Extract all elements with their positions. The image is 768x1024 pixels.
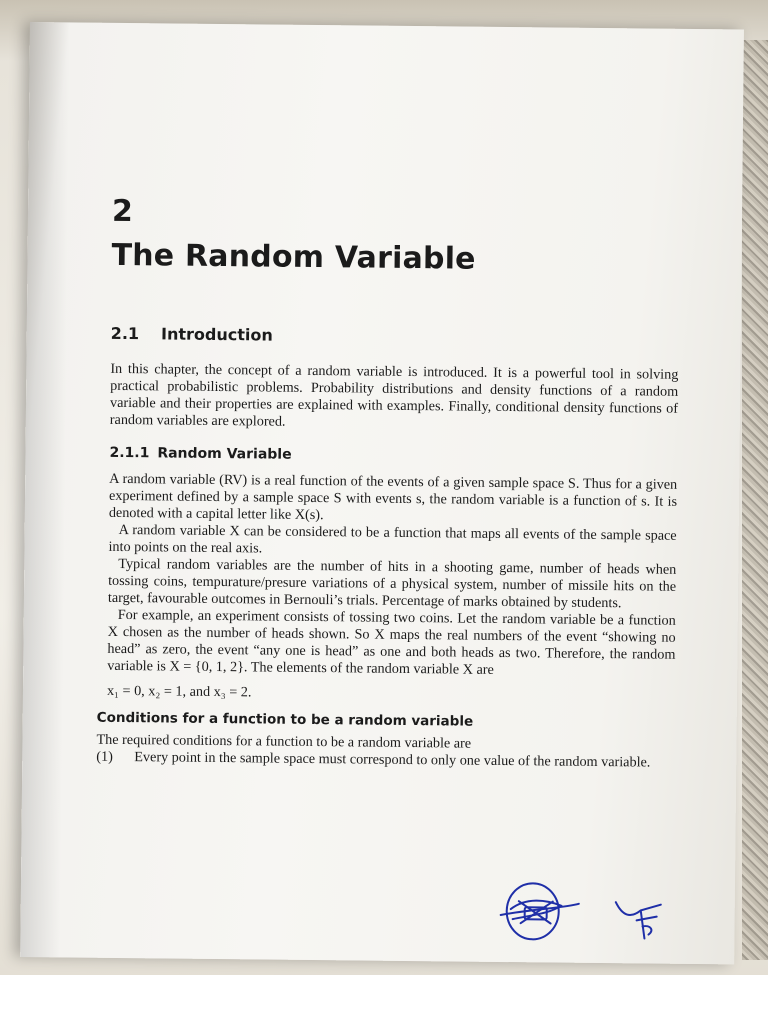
handwritten-signature	[490, 879, 681, 951]
condition-text: Every point in the sample space must correspond to only one value of the random variable.	[134, 749, 651, 771]
section-number: 2.1	[110, 323, 140, 344]
fabric-edge	[742, 40, 768, 960]
rv-mapping-paragraph: A random variable X can be considered to be a function that maps all events of the sample space into points on the real axis.	[108, 521, 677, 557]
page-fold-shadow	[20, 22, 70, 957]
bottom-margin	[0, 975, 768, 1024]
signature-stroke	[615, 902, 660, 938]
subsection-title: Random Variable	[157, 445, 292, 463]
subsection-heading	[109, 445, 677, 467]
condition-number: (1)	[96, 748, 113, 765]
rv-elements-line: x₁ = 0, x₂ = 1, and x₃ = 2.	[106, 682, 252, 701]
page-content	[96, 193, 680, 772]
conditions-heading: Conditions for a function to be a random variable	[96, 709, 474, 730]
conditions-intro: The required conditions for a function to be a random variable are	[96, 731, 472, 752]
chapter-number: 2	[111, 193, 134, 230]
rv-examples-paragraph: Typical random variables are the number of hits in a shooting game, number of heads when tossing coins, tempurature/presure variations of a physical system, number of missile hits on the target, favourable outcomes in Bernouli’s trials. Percentage of marks obtained by students.	[107, 555, 677, 612]
section-heading	[111, 324, 679, 349]
chapter-title: The Random Variable	[111, 237, 476, 277]
section-title: Introduction	[160, 324, 273, 345]
book-page	[20, 22, 744, 964]
intro-paragraph: In this chapter, the concept of a random variable is introduced. It is a powerful tool in solving practical probabilistic problems. Probability distributions and density functions of a random variable and their properties are explained with examples. Finally, conditional density functions of random variables are explored.	[109, 360, 679, 430]
subsection-number: 2.1.1	[109, 444, 150, 462]
coin-example-paragraph: For example, an experiment consists of tossing two coins. Let the random variable be a function X chosen as the number of heads shown. So X maps the real numbers of the event “showing no head” as zero, the event “any one is head” as one and both heads as two. Therefore, the random variable is X = {0, 1, 2}. The elements of the random variable X are	[107, 606, 676, 678]
rv-definition-paragraph: A random variable (RV) is a real function of the events of a given sample space S. Thus for a given experiment defined by a sample space S with events s, the random variable is a function of s. It is denoted with a capital letter like X(s).	[108, 470, 678, 524]
